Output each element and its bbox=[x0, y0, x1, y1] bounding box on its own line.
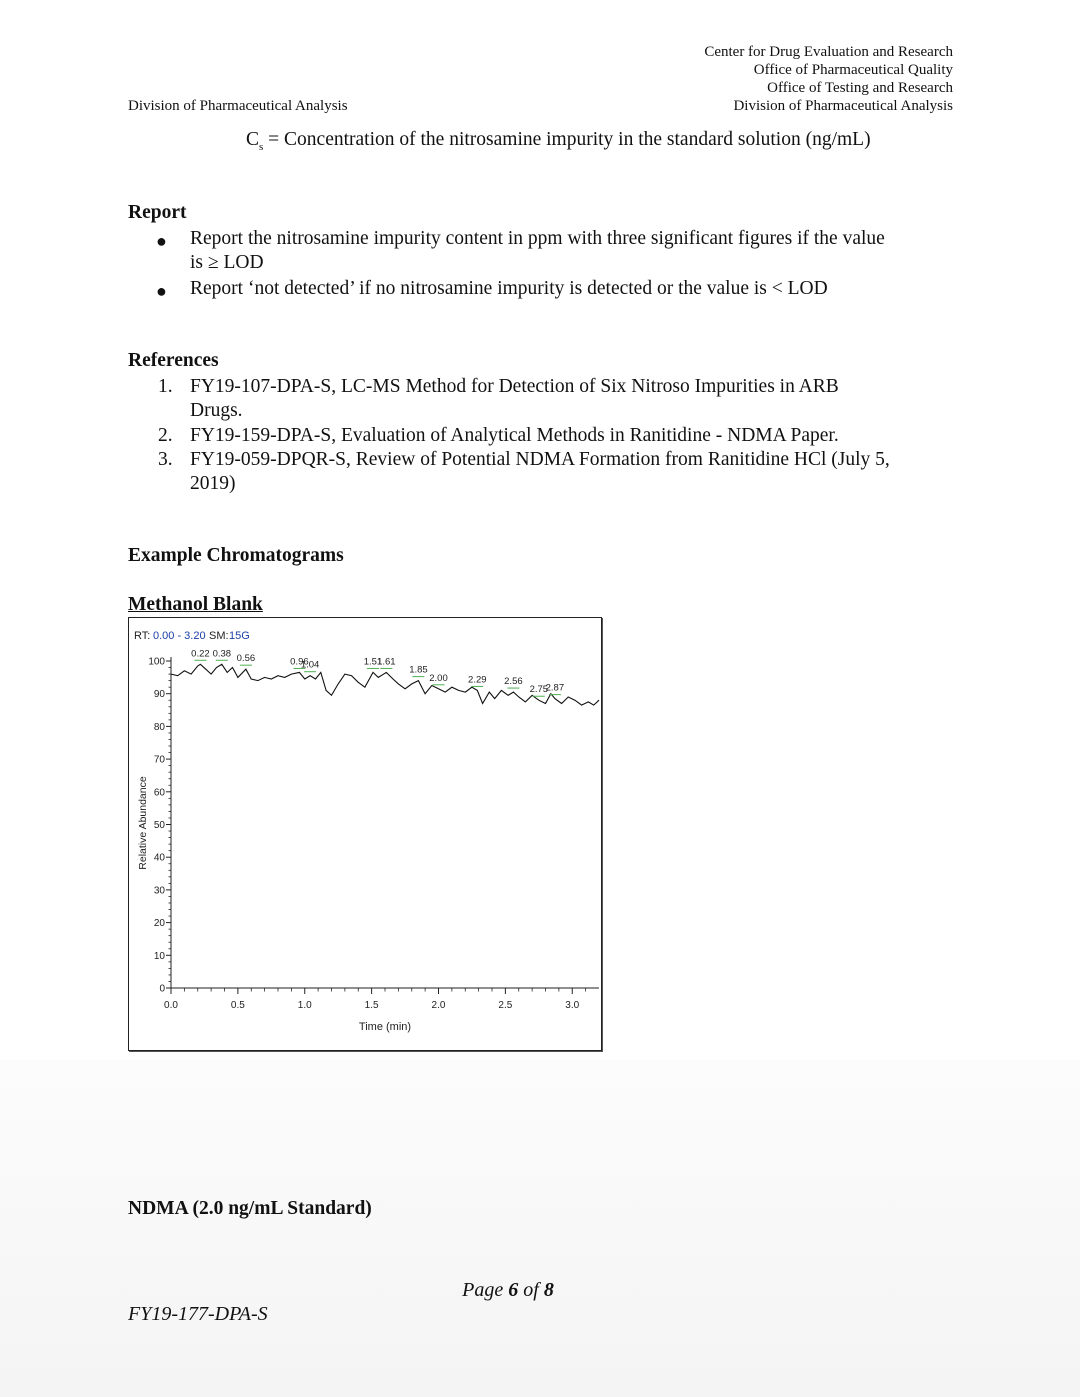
rt-label: RT: bbox=[134, 630, 151, 642]
peak-label: 0.38 bbox=[212, 648, 232, 660]
page-current: 6 bbox=[508, 1279, 519, 1301]
y-tick-label: 60 bbox=[153, 787, 165, 799]
peak-label: 1.04 bbox=[300, 659, 320, 671]
peak-label: 1.85 bbox=[409, 664, 428, 676]
bullet-icon: ● bbox=[156, 231, 167, 251]
list-item-line: 2019) bbox=[190, 473, 236, 494]
y-tick-label: 40 bbox=[153, 852, 165, 864]
peak-label: 2.75 bbox=[529, 684, 549, 696]
list-item-line: FY19-107-DPA-S, LC-MS Method for Detection of Six Nitroso Impurities in ARB bbox=[190, 376, 839, 397]
y-tick-label: 100 bbox=[148, 656, 165, 668]
x-tick-label: 2.5 bbox=[498, 1000, 513, 1011]
y-tick-label: 70 bbox=[153, 754, 165, 766]
x-tick-label: 0.0 bbox=[164, 1000, 178, 1011]
x-tick-label: 0.5 bbox=[230, 1000, 245, 1011]
peak-label: 2.87 bbox=[545, 682, 565, 694]
cs-definition bbox=[246, 128, 871, 159]
x-tick-label: 2.0 bbox=[431, 1000, 446, 1011]
ndma-heading: NDMA (2.0 ng/mL Standard) bbox=[128, 1198, 372, 1219]
y-axis-label: Relative Abundance bbox=[137, 776, 149, 870]
references-heading: References bbox=[128, 350, 219, 371]
list-number: 3. bbox=[158, 449, 173, 470]
x-tick-label: 1.0 bbox=[297, 1000, 312, 1011]
sm-label: SM: bbox=[209, 630, 229, 642]
chromatogram-svg bbox=[129, 618, 601, 1050]
page-shadow-area bbox=[0, 1060, 1080, 1397]
list-item-line: is ≥ LOD bbox=[190, 252, 264, 273]
examples-heading: Example Chromatograms bbox=[128, 545, 344, 566]
list-item-line: Report ‘not detected’ if no nitrosamine impurity is detected or the value is < LOD bbox=[190, 278, 828, 299]
page-prefix: Page bbox=[462, 1279, 509, 1301]
x-tick-label: 1.5 bbox=[364, 1000, 379, 1011]
cs-text: = Concentration of the nitrosamine impurity in the standard solution (ng/mL) bbox=[263, 129, 871, 150]
cs-subscript: s bbox=[259, 140, 264, 153]
y-tick-label: 30 bbox=[153, 885, 165, 897]
list-item-line: FY19-159-DPA-S, Evaluation of Analytical Methods in Ranitidine - NDMA Paper. bbox=[190, 425, 839, 446]
y-tick-label: 20 bbox=[153, 918, 165, 930]
chromatogram-chart bbox=[128, 617, 602, 1051]
rt-range: 0.00 - 3.20 bbox=[153, 630, 206, 642]
list-number: 2. bbox=[158, 425, 173, 446]
sm-value: 15G bbox=[229, 630, 250, 642]
header-line: Office of Pharmaceutical Quality bbox=[753, 62, 953, 78]
y-tick-label: 10 bbox=[153, 950, 165, 962]
page-of: of bbox=[518, 1279, 544, 1301]
methanol-blank-heading: Methanol Blank bbox=[128, 594, 263, 615]
chart-info bbox=[134, 630, 250, 642]
y-tick-label: 80 bbox=[153, 721, 165, 733]
header-agency-block bbox=[704, 43, 953, 115]
page-total: 8 bbox=[543, 1279, 554, 1301]
peak-label: 0.96 bbox=[290, 656, 309, 668]
list-item bbox=[190, 424, 950, 448]
list-item-line: FY19-059-DPQR-S, Review of Potential NDMA Formation from Ranitidine HCl (July 5, bbox=[190, 449, 890, 470]
list-item bbox=[190, 375, 950, 423]
peak-label: 0.56 bbox=[236, 653, 256, 665]
document-id: FY19-177-DPA-S bbox=[128, 1303, 268, 1325]
peak-label: 1.61 bbox=[377, 656, 396, 668]
peak-label: 2.56 bbox=[504, 676, 523, 688]
header-line: Division of Pharmaceutical Analysis bbox=[733, 98, 953, 114]
list-item-line: Drugs. bbox=[190, 400, 243, 421]
header-division: Division of Pharmaceutical Analysis bbox=[128, 98, 348, 114]
list-item bbox=[190, 277, 950, 301]
header-line: Center for Drug Evaluation and Research bbox=[704, 44, 953, 60]
list-item bbox=[190, 448, 950, 496]
x-axis-label: Time (min) bbox=[358, 1021, 412, 1033]
peak-label: 2.29 bbox=[468, 674, 487, 686]
cs-symbol: C bbox=[246, 129, 260, 150]
header-line: Office of Testing and Research bbox=[767, 80, 953, 96]
list-number: 1. bbox=[158, 376, 173, 397]
y-tick-label: 90 bbox=[153, 689, 165, 701]
list-item-line: Report the nitrosamine impurity content in ppm with three significant figures if the value bbox=[190, 228, 885, 249]
page-number bbox=[0, 1279, 1016, 1302]
bullet-icon: ● bbox=[156, 281, 167, 301]
peak-label: 2.00 bbox=[429, 672, 448, 684]
peak-label: 1.51 bbox=[363, 656, 383, 668]
peak-label: 0.22 bbox=[191, 648, 210, 660]
report-heading: Report bbox=[128, 202, 187, 223]
y-tick-label: 0 bbox=[159, 983, 165, 995]
y-tick-label: 50 bbox=[153, 820, 165, 831]
list-item bbox=[190, 227, 950, 275]
x-tick-label: 3.0 bbox=[565, 1000, 580, 1011]
